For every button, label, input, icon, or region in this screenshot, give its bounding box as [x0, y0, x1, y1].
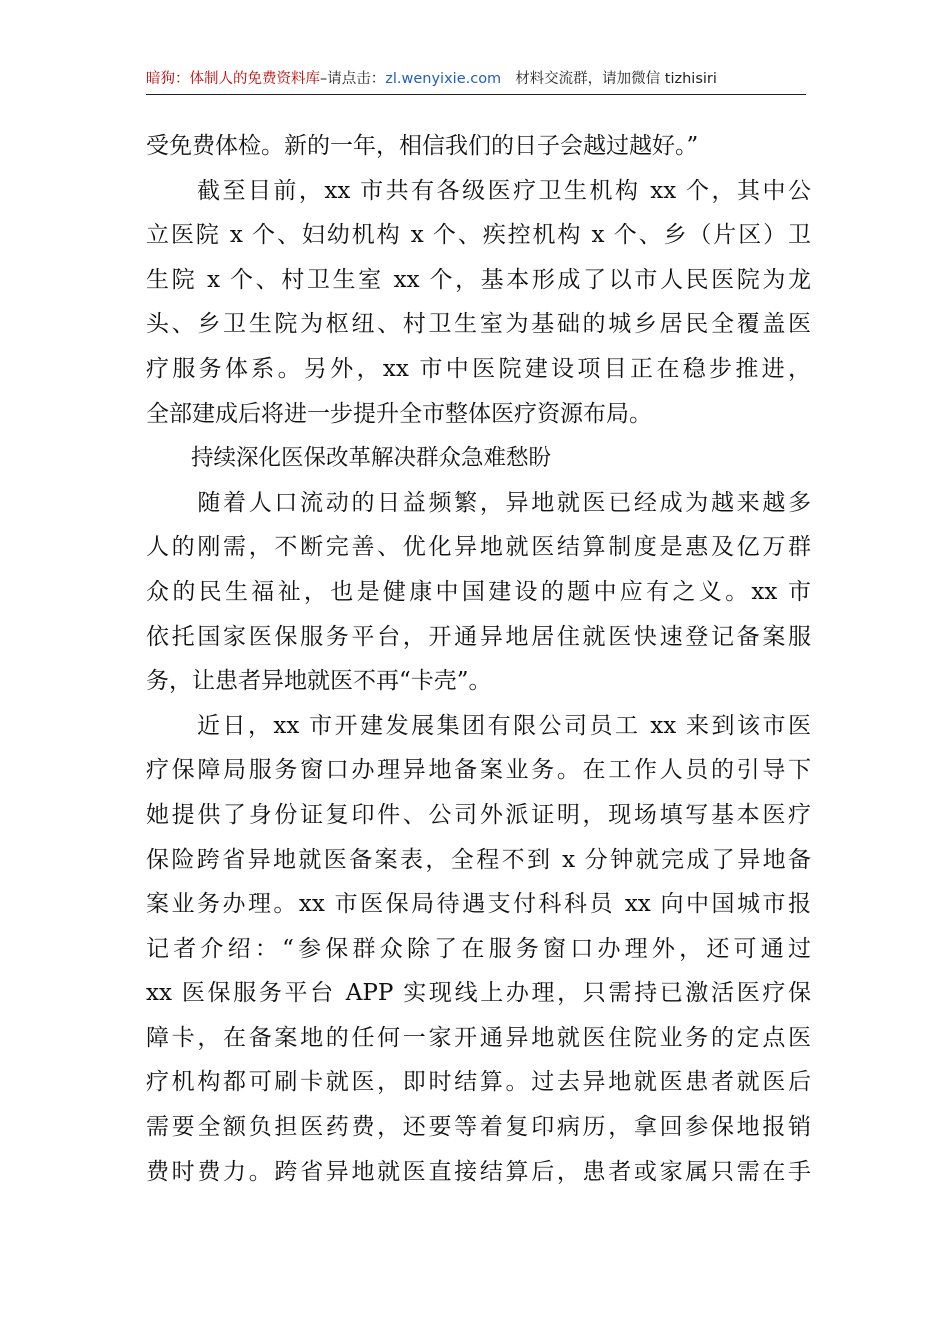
header-wechat-note: 材料交流群，请加微信 tizhisiri	[515, 71, 717, 87]
body-text-line: 需要全额负担医药费，还要等着复印病历，拿回参保地报销	[146, 1114, 811, 1141]
body-text-line: 疗保障局服务窗口办理异地备案业务。在工作人员的引导下	[146, 757, 811, 784]
body-text-line: 截至目前，xx 市共有各级医疗卫生机构 xx 个，其中公	[146, 177, 811, 204]
body-text-line: 记者介绍：“参保群众除了在服务窗口办理外，还可通过	[146, 935, 811, 962]
header-prompt: –请点击：	[320, 71, 386, 87]
body-text-line: xx 医保服务平台 APP 实现线上办理，只需持已激活医疗保	[146, 980, 811, 1007]
header-brand: 暗狗：体制人的免费资料库	[146, 71, 320, 87]
body-text-line: 众的民生福祉，也是健康中国建设的题中应有之义。xx 市	[146, 578, 811, 605]
body-text-line: 案业务办理。xx 市医保局待遇支付科科员 xx 向中国城市报	[146, 891, 811, 918]
body-text-line: 依托国家医保服务平台，开通异地居住就医快速登记备案服	[146, 623, 811, 650]
body-text-line: 疗服务体系。另外，xx 市中医院建设项目正在稳步推进，	[146, 355, 811, 382]
section-heading: 持续深化医保改革解决群众急难愁盼	[146, 445, 552, 472]
document-body	[146, 124, 811, 1194]
body-text-line: 疗机构都可刷卡就医，即时结算。过去异地就医患者就医后	[146, 1069, 811, 1096]
body-text-line: 费时费力。跨省异地就医直接结算后，患者或家属只需在手	[146, 1158, 811, 1185]
body-text-line: 全部建成后将进一步提升全市整体医疗资源布局。	[146, 400, 652, 427]
body-text-line: 人的刚需，不断完善、优化异地就医结算制度是惠及亿万群	[146, 534, 811, 561]
body-text-line: 保险跨省异地就医备案表，全程不到 x 分钟就完成了异地备	[146, 846, 811, 873]
body-text-line: 近日，xx 市开建发展集团有限公司员工 xx 来到该市医	[146, 712, 811, 739]
header-site-link[interactable]: zl.wenyixie.com	[385, 71, 502, 87]
body-text-line: 随着人口流动的日益频繁，异地就医已经成为越来越多	[146, 489, 811, 516]
body-text-line: 她提供了身份证复印件、公司外派证明，现场填写基本医疗	[146, 801, 811, 828]
page-header	[146, 66, 806, 95]
body-text-line: 务，让患者异地就医不再“卡壳”。	[146, 668, 492, 695]
body-text-line: 受免费体检。新的一年，相信我们的日子会越过越好。”	[146, 133, 699, 159]
body-text-line: 障卡，在备案地的任何一家开通异地就医住院业务的定点医	[146, 1024, 811, 1051]
body-text-line: 生院 x 个、村卫生室 xx 个，基本形成了以市人民医院为龙	[146, 266, 811, 293]
body-text-line: 头、乡卫生院为枢纽、村卫生室为基础的城乡居民全覆盖医	[146, 311, 811, 338]
body-text-line: 立医院 x 个、妇幼机构 x 个、疾控机构 x 个、乡（片区）卫	[146, 222, 811, 249]
